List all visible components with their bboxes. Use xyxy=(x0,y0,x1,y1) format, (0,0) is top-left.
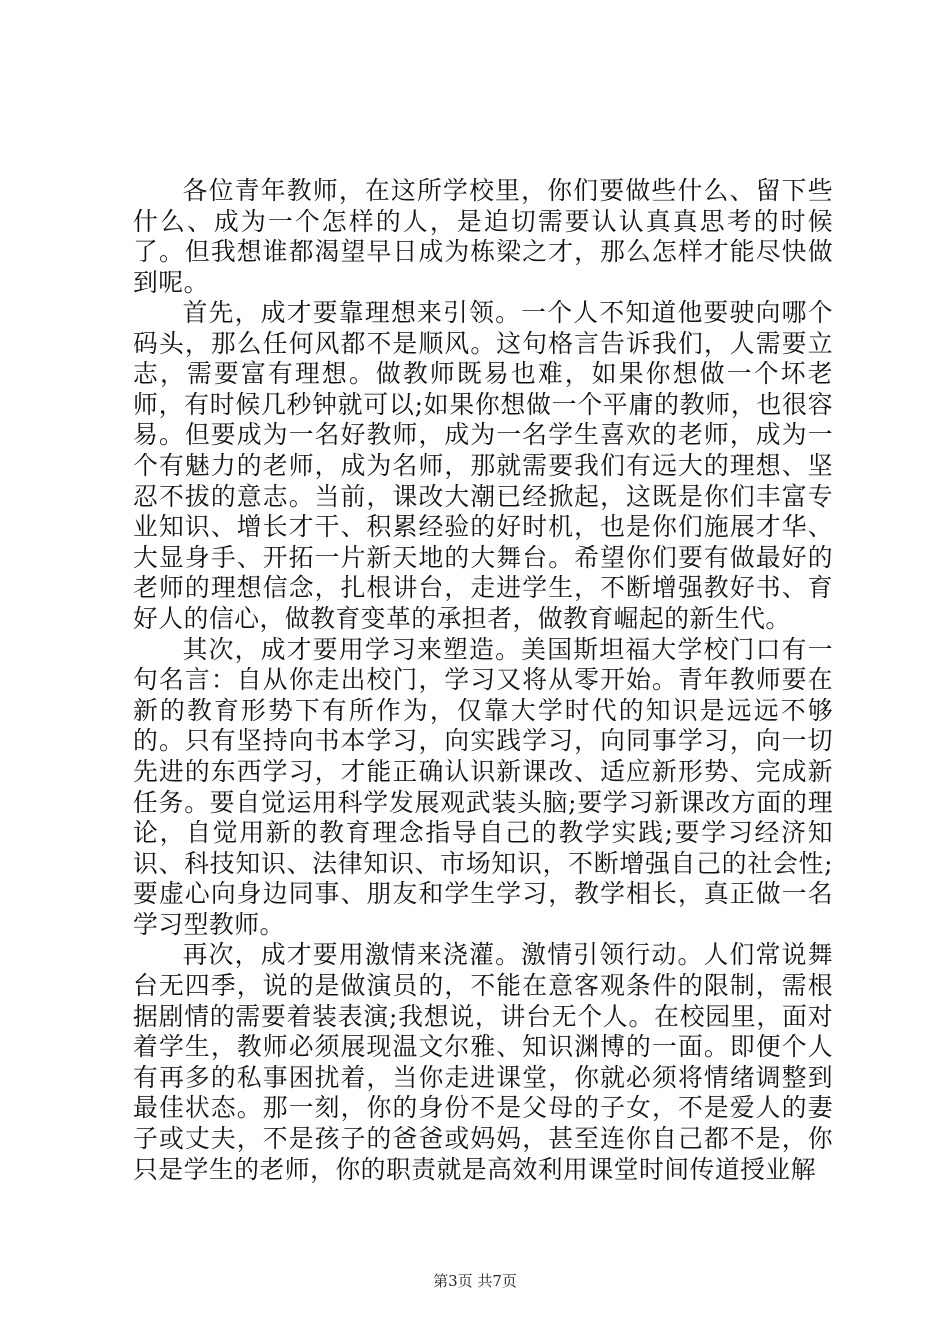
paragraph-intro: 各位青年教师，在这所学校里，你们要做些什么、留下些什么、成为一个怎样的人，是迫切需要认认真真思考的时候了。但我想谁都渴望早日成为栋梁之才，那么怎样才能尽快做到呢。 xyxy=(133,176,833,297)
paragraph-passion: 再次，成才要用激情来浇灌。激情引领行动。人们常说舞台无四季，说的是做演员的，不能在意客观条件的限制，需根据剧情的需要着装表演;我想说，讲台无个人。在校园里，面对着学生，教师必须展现温文尔雅、知识渊博的一面。即便个人有再多的私事困扰着，当你走进课堂，你就必须将情绪调整到最佳状态。那一刻，你的身份不是父母的子女，不是爱人的妻子或丈夫，不是孩子的爸爸或妈妈，甚至连你自己都不是，你只是学生的老师，你的职责就是高效利用课堂时间传道授业解 xyxy=(133,940,833,1184)
main-section xyxy=(133,298,833,1185)
intro-section xyxy=(133,176,833,298)
page-number: 第3页 共7页 xyxy=(433,1272,517,1290)
paragraph-ideal: 首先，成才要靠理想来引领。一个人不知道他要驶向哪个码头，那么任何风都不是顺风。这句格言告诉我们，人需要立志，需要富有理想。做教师既易也难，如果你想做一个坏老师，有时候几秒钟就可以;如果你想做一个平庸的教师，也很容易。但要成为一名好教师，成为一名学生喜欢的老师，成为一个有魅力的老师，成为名师，那就需要我们有远大的理想、坚忍不拔的意志。当前，课改大潮已经掀起，这既是你们丰富专业知识、增长才干、积累经验的好时机，也是你们施展才华、大显身手、开拓一片新天地的大舞台。希望你们要有做最好的老师的理想信念，扎根讲台，走进学生，不断增强教好书、育好人的信心，做教育变革的承担者，做教育崛起的新生代。 xyxy=(133,298,833,633)
page-footer xyxy=(0,1271,950,1291)
paragraph-learning: 其次，成才要用学习来塑造。美国斯坦福大学校门口有一句名言：自从你走出校门，学习又将从零开始。青年教师要在新的教育形势下有所作为，仅靠大学时代的知识是远远不够的。只有坚持向书本学习，向实践学习，向同事学习，向一切先进的东西学习，才能正确认识新课改、适应新形势、完成新任务。要自觉运用科学发展观武装头脑;要学习新课改方面的理论，自觉用新的教育理念指导自己的教学实践;要学习经济知识、科技知识、法律知识、市场知识，不断增强自己的社会性;要虚心向身边同事、朋友和学生学习，教学相长，真正做一名学习型教师。 xyxy=(133,634,833,939)
